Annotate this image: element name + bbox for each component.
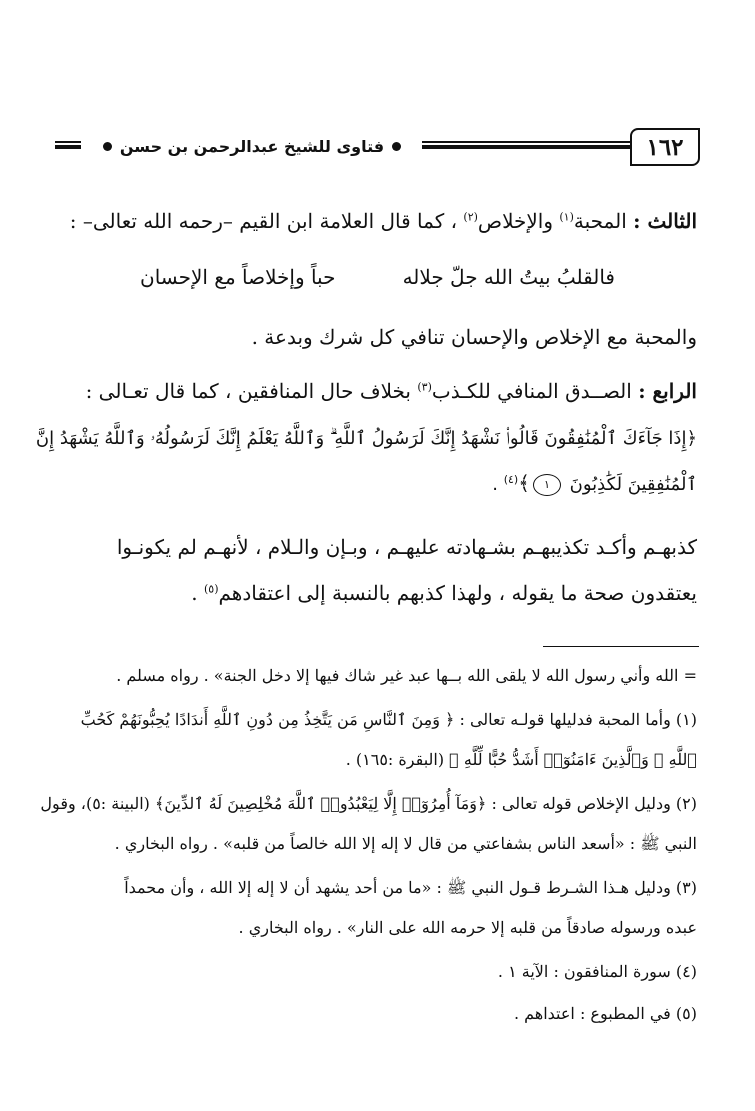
running-title	[89, 132, 415, 160]
paragraph-label: الثالث :	[633, 209, 697, 233]
footnote-separator	[543, 646, 699, 647]
footnote-ref: (١)	[559, 210, 574, 224]
footnote-ref: (٤)	[503, 473, 519, 486]
poem-hemistich-first: فالقلبُ بيتُ الله جلّ جلاله	[402, 265, 615, 289]
footnote-1-cont: ٱللَّهِ ۖ وَٱلَّذِينَ ءَامَنُوٓا۟ أَشَدُّ حُبًّا لِّلَّهِ ﴾ (البقرة :١٦٥) .	[345, 750, 697, 769]
quran-verse-text: ٱلْمُنَٰفِقِينَ لَكَٰذِبُونَ	[569, 474, 697, 495]
bullet-icon	[103, 142, 112, 151]
footnote-5: (٥) في المطبوع : اعتداهم .	[513, 1004, 697, 1023]
closing-bracket-icon: ﴾	[518, 471, 530, 495]
paragraph-text: المحبة	[573, 209, 634, 233]
paragraph-text: ، كما قال العلامة ابن القيم –رحمه الله تعالى– :	[69, 209, 464, 233]
ayah-number-marker: ١	[533, 474, 561, 496]
running-title-text: فتاوى للشيخ عبدالرحمن بن حسن	[119, 136, 385, 156]
paragraph-text: .	[191, 581, 204, 605]
paragraph-label: الرابع :	[638, 379, 697, 403]
paragraph-text: والإخلاص	[477, 209, 560, 233]
poem-verse	[140, 262, 615, 294]
paragraph-explanation-line: كذبهـم وأكـد تكذيبهـم بشـهادته عليهـم ، وبـإن والـلام ، لأنهـم لم يكونـوا	[116, 535, 697, 559]
paragraph-text: بخلاف حال المنافقين ، كما قال تعـالى :	[85, 379, 418, 403]
paragraph-fourth	[58, 376, 697, 406]
paragraph-explanation-line	[58, 578, 697, 608]
header-rule-left	[55, 141, 81, 149]
quran-verse-line: ٱلْمُنَٰفِقِينَ لَكَٰذِبُونَ ١﴾$^{(٤)}$ .	[492, 471, 697, 495]
footnote-continuation: = الله وأني رسول الله لا يلقى الله بــها عبد غير شاك فيها إلا دخل الجنة» . رواه مسلم .	[116, 666, 697, 685]
footnote-4: (٤) سورة المنافقون : الآية ١ .	[497, 962, 697, 981]
footnote-1: (١) وأما المحبة فدليلها قولـه تعالى : ﴿ وَمِنَ ٱلنَّاسِ مَن يَتَّخِذُ مِن دُونِ ٱللَّهِ أَندَادًا يُحِبُّونَهُمْ كَحُبِّ	[80, 710, 697, 729]
footnote-2-cont: النبي ﷺ : «أسعد الناس بشفاعتي من قال لا إله إلا الله خالصاً من قلبه» . رواه البخاري .	[114, 834, 697, 853]
bullet-icon	[392, 142, 401, 151]
quran-verse-line: ﴿إِذَا جَآءَكَ ٱلْمُنَٰفِقُونَ قَالُوا۟ نَشْهَدُ إِنَّكَ لَرَسُولُ ٱللَّهِ ۗ وَٱللَّهُ يَعْلَمُ إِنَّكَ لَرَسُولُهُۥ وَٱللَّهُ يَشْهَدُ إِنَّ	[35, 428, 697, 449]
poem-hemistich-second: حباً وإخلاصاً مع الإحسان	[140, 265, 336, 289]
paragraph-love: والمحبة مع الإخلاص والإحسان تنافي كل شرك وبدعة .	[251, 325, 697, 349]
header-rule-right	[422, 141, 630, 149]
footnote-ref: (٣)	[417, 380, 432, 394]
page-header	[55, 128, 700, 168]
footnote-3: (٣) ودليل هـذا الشـرط قـول النبي ﷺ : «ما من أحد يشهد أن لا إله إلا الله ، وأن محمداً	[124, 878, 697, 897]
footnote-3-cont: عبده ورسوله صادقاً من قلبه إلا حرمه الله على النار» . رواه البخاري .	[238, 918, 697, 937]
paragraph-text: يعتقدون صحة ما يقوله ، ولهذا كذبهم بالنسبة إلى اعتقادهم	[218, 581, 697, 605]
paragraph-third	[58, 206, 697, 236]
footnote-ref: (٥)	[203, 582, 219, 596]
page-number: ١٦٢	[630, 128, 700, 166]
footnote-ref: (٢)	[463, 210, 478, 224]
paragraph-text: الصــدق المنافي للكـذب	[431, 379, 639, 403]
footnote-2: (٢) ودليل الإخلاص قوله تعالى : ﴿وَمَآ أُمِرُوٓا۟ إِلَّا لِيَعْبُدُوا۟ ٱللَّهَ مُخْلِصِينَ لَهُ ٱلدِّينَ﴾ (البينة :٥)، وقول	[40, 794, 697, 813]
